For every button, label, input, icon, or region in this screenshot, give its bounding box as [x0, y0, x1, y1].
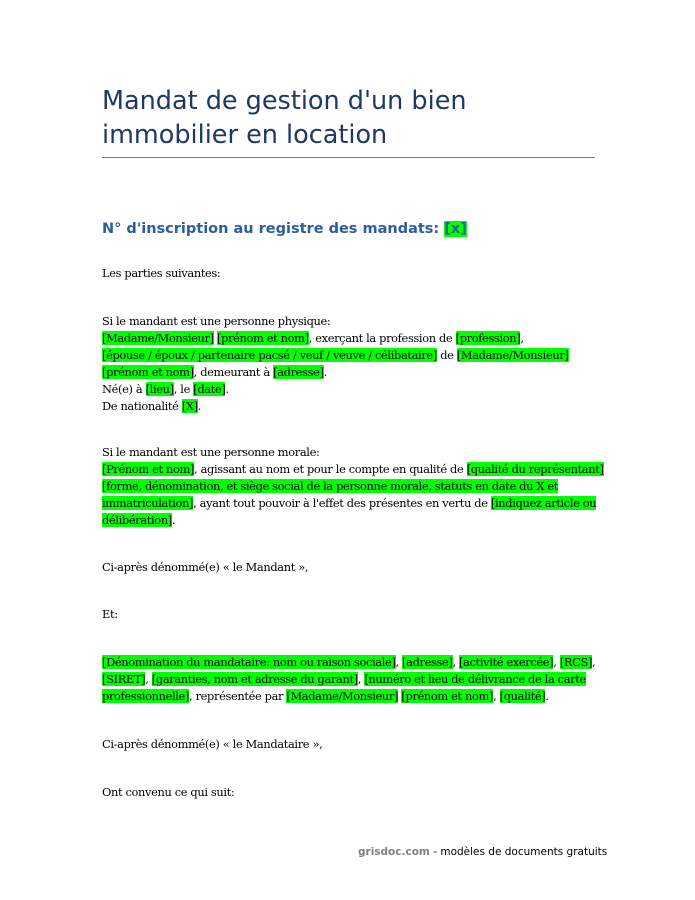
page-footer	[358, 846, 607, 858]
text: , le	[173, 382, 194, 396]
field-carte-pro: [numéro et lieu de délivrance de la carte	[364, 672, 586, 686]
field-immatriculation: immatriculation]	[102, 496, 194, 510]
footer-text: - modèles de documents gratuits	[429, 846, 608, 858]
mandataire-denomination-text: Ci-après dénommé(e) « le Mandataire »,	[102, 737, 323, 751]
mandataire-line-1	[102, 654, 598, 671]
title-line-1: Mandat de gestion d'un bien	[102, 86, 467, 116]
field-nationalite: [X]	[181, 399, 198, 413]
text: , demeurant à	[193, 365, 274, 379]
text: , représentée par	[189, 689, 287, 703]
field-garanties: [garanties, nom et adresse du garant]	[151, 672, 358, 686]
field-civilite: [Madame/Monsieur]	[102, 331, 214, 345]
text: , agissant au nom et pour le compte en qualité de	[194, 462, 467, 476]
text: ,	[592, 655, 596, 669]
mandant-denomination-text: Ci-après dénommé(e) « le Mandant »,	[102, 560, 309, 574]
text: ,	[145, 672, 152, 686]
footer-site-link[interactable]: grisdoc.com	[358, 846, 430, 858]
mandant-denomination	[102, 559, 598, 576]
field-situation: [épouse / époux / partenaire pacsé / veuf / veuve / célibataire]	[102, 348, 437, 362]
mandant-morale-block	[102, 444, 604, 529]
registry-value: [x]	[444, 221, 467, 237]
et-text: Et:	[102, 607, 118, 621]
morale-line-4	[102, 495, 598, 512]
text: , exerçant la profession de	[308, 331, 456, 345]
physique-line-6	[102, 398, 598, 415]
convenu-label	[102, 784, 598, 801]
text: ,	[357, 672, 365, 686]
mandataire-line-3	[102, 688, 598, 705]
mandataire-block	[102, 654, 598, 705]
text: Né(e) à	[102, 382, 146, 396]
field-adresse: [adresse]	[402, 655, 453, 669]
text: De nationalité	[102, 399, 182, 413]
field-activite: [activité exercée]	[459, 655, 554, 669]
field-lieu: [lieu]	[145, 382, 174, 396]
field-profession: [profession]	[455, 331, 521, 345]
text: de	[436, 348, 457, 362]
morale-line-2	[102, 461, 604, 478]
morale-line-5	[102, 512, 598, 529]
physique-line-4	[102, 364, 598, 381]
text: ,	[395, 655, 403, 669]
field-prenom-nom: [Prénom et nom]	[102, 462, 195, 476]
mandataire-denomination	[102, 736, 598, 753]
field-qualite-representant: [qualité du représentant]	[466, 462, 604, 476]
field-denomination: [Dénomination du mandataire: nom ou raison sociale]	[102, 655, 396, 669]
field-prenom-nom: [prénom et nom]	[401, 689, 494, 703]
field-date: [date]	[193, 382, 226, 396]
et-label	[102, 606, 598, 623]
parties-intro	[102, 265, 598, 282]
convenu-text: Ont convenu ce qui suit:	[102, 785, 235, 799]
text: .	[323, 365, 327, 379]
title-line-2: immobilier en location	[102, 120, 388, 150]
field-prenom-nom-conjoint: [prénom et nom]	[102, 365, 194, 379]
text: .	[545, 689, 549, 703]
physique-line-3	[102, 347, 598, 364]
physique-line-5	[102, 381, 598, 398]
mandataire-line-2	[102, 671, 598, 688]
text: ,	[520, 331, 524, 345]
title-divider	[102, 157, 595, 158]
field-carte-pro-end: professionnelle]	[102, 689, 190, 703]
field-article: [indiquez article ou	[490, 496, 597, 510]
text: .	[225, 382, 229, 396]
physique-line-2	[102, 330, 598, 347]
physique-heading: Si le mandant est une personne physique:	[102, 314, 331, 328]
morale-line-3	[102, 478, 598, 495]
morale-heading: Si le mandant est une personne morale:	[102, 445, 320, 459]
text: , ayant tout pouvoir à l'effet des présentes en vertu de	[193, 496, 491, 510]
registry-label: N° d'inscription au registre des mandats:	[102, 221, 445, 237]
field-qualite: [qualité]	[499, 689, 546, 703]
field-forme-denomination: [forme, dénomination, et siège social de la personne morale, statuts en date du X et	[102, 479, 559, 493]
text: .	[171, 513, 176, 527]
parties-intro-text: Les parties suivantes:	[102, 266, 221, 280]
field-siret: [SIRET]	[102, 672, 146, 686]
text: .	[197, 399, 202, 413]
text: ,	[553, 655, 560, 669]
mandant-physique-block	[102, 313, 598, 415]
registry-heading	[102, 221, 467, 237]
field-adresse: [adresse]	[273, 365, 324, 379]
field-rcs: [RCS]	[559, 655, 593, 669]
field-deliberation: délibération]	[102, 513, 172, 527]
text: ,	[493, 689, 500, 703]
field-prenom-nom: [prénom et nom]	[217, 331, 309, 345]
text: ,	[452, 655, 460, 669]
field-civilite: [Madame/Monsieur]	[286, 689, 399, 703]
field-civilite-conjoint: [Madame/Monsieur]	[456, 348, 569, 362]
document-title	[102, 84, 602, 152]
